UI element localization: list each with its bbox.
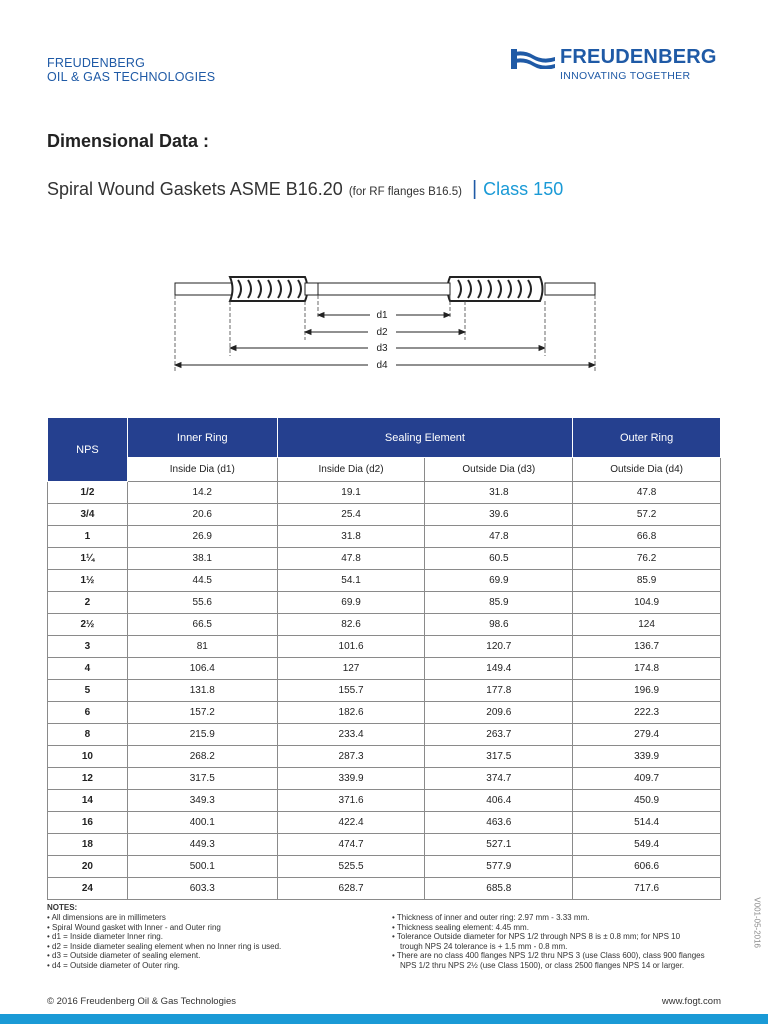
cell-d3: 39.6 [425,504,573,526]
freudenberg-logo-icon [511,49,555,69]
copyright-text: © 2016 Freudenberg Oil & Gas Technologies [47,996,237,1007]
cell-d2: 182.6 [277,702,425,724]
note-item: • There are no class 400 flanges NPS 1/2 thru NPS 3 (use Class 600), class 900 flanges [392,951,705,960]
cell-d3: 120.7 [425,636,573,658]
website-link[interactable]: www.fogt.com [661,996,721,1007]
cell-d2: 155.7 [277,680,425,702]
class-label: Class 150 [483,179,564,199]
notes [47,903,727,970]
note-item: • All dimensions are in millimeters [47,913,166,922]
company-name-line1: FREUDENBERG [47,56,146,70]
cell-d3: 527.1 [425,834,573,856]
cell-d2: 287.3 [277,746,425,768]
header-d1: Inside Dia (d1) [127,458,277,482]
cell-nps: 12 [48,768,128,790]
label-d2: d2 [376,327,388,338]
cell-d3: 149.4 [425,658,573,680]
label-d4: d4 [376,360,388,371]
subtitle-separator: | [471,178,478,200]
cell-nps: 1/2 [48,482,128,504]
cell-d1: 131.8 [127,680,277,702]
cell-d1: 215.9 [127,724,277,746]
cell-d3: 60.5 [425,548,573,570]
cell-d4: 514.4 [573,812,721,834]
cell-d3: 85.9 [425,592,573,614]
cell-d3: 31.8 [425,482,573,504]
page-heading: Dimensional Data : [47,131,210,151]
header-outer-ring: Outer Ring [573,418,721,458]
cell-d2: 233.4 [277,724,425,746]
cell-d2: 525.5 [277,856,425,878]
cell-d3: 317.5 [425,746,573,768]
cell-d1: 349.3 [127,790,277,812]
cell-nps: 1½ [48,570,128,592]
cell-nps: 4 [48,658,128,680]
cell-d2: 54.1 [277,570,425,592]
table-row [48,504,721,526]
label-d3: d3 [376,343,388,354]
sealing-element-left [230,277,308,301]
cell-d4: 76.2 [573,548,721,570]
cell-d1: 20.6 [127,504,277,526]
cell-d4: 222.3 [573,702,721,724]
subtitle-main: Spiral Wound Gaskets ASME B16.20 [47,179,343,199]
header-d2: Inside Dia (d2) [277,458,425,482]
cell-d3: 685.8 [425,878,573,900]
notes-right-column [392,913,727,970]
table-row [48,548,721,570]
gasket-cross-section-diagram [160,268,610,378]
cell-d1: 268.2 [127,746,277,768]
cell-d2: 47.8 [277,548,425,570]
cell-d3: 406.4 [425,790,573,812]
cell-d1: 38.1 [127,548,277,570]
outer-ring-right [545,283,595,295]
page-subtitle [47,178,563,201]
cell-d4: 717.6 [573,878,721,900]
sealing-element-right [448,277,543,301]
dimensions-table [47,417,721,900]
cell-d4: 174.8 [573,658,721,680]
subtitle-note: (for RF flanges B16.5) [348,186,462,198]
cell-d2: 25.4 [277,504,425,526]
cell-d1: 66.5 [127,614,277,636]
header-d3: Outside Dia (d3) [425,458,573,482]
table-row [48,592,721,614]
company-name [47,56,215,84]
cell-d2: 371.6 [277,790,425,812]
cell-d4: 549.4 [573,834,721,856]
cell-d3: 577.9 [425,856,573,878]
outer-ring-left [175,283,235,295]
cell-d1: 44.5 [127,570,277,592]
table-row [48,526,721,548]
logo-name: FREUDENBERG [560,46,717,68]
cell-d4: 450.9 [573,790,721,812]
cell-d2: 19.1 [277,482,425,504]
cell-nps: 24 [48,878,128,900]
note-item: • d4 = Outside diameter of Outer ring. [47,960,180,970]
cell-d4: 66.8 [573,526,721,548]
note-item: • Thickness sealing element: 4.45 mm. [392,922,529,932]
cell-nps: 16 [48,812,128,834]
logo-tagline: INNOVATING TOGETHER [560,70,691,82]
cell-d4: 47.8 [573,482,721,504]
cell-nps: 8 [48,724,128,746]
cell-d2: 339.9 [277,768,425,790]
cell-d4: 104.9 [573,592,721,614]
table-row [48,482,721,504]
cell-nps: 3 [48,636,128,658]
cell-nps: 1 [48,526,128,548]
cell-d3: 463.6 [425,812,573,834]
cell-d4: 57.2 [573,504,721,526]
cell-d3: 98.6 [425,614,573,636]
cell-d4: 606.6 [573,856,721,878]
note-item: • d2 = Inside diameter sealing element when no Inner ring is used. [47,941,282,951]
table-row [48,702,721,724]
cell-d1: 500.1 [127,856,277,878]
cell-d2: 628.7 [277,878,425,900]
table-row [48,680,721,702]
header-d4: Outside Dia (d4) [573,458,721,482]
cell-d4: 279.4 [573,724,721,746]
cell-nps: 5 [48,680,128,702]
cell-d3: 47.8 [425,526,573,548]
cell-d3: 209.6 [425,702,573,724]
table-row [48,636,721,658]
cell-d1: 26.9 [127,526,277,548]
cell-d1: 55.6 [127,592,277,614]
table-row [48,834,721,856]
note-item: • Spiral Wound gasket with Inner - and Outer ring [47,922,221,932]
note-item: NPS 1/2 thru NPS 2½ (use Class 1500), or class 2500 flanges NPS 14 or larger. [400,960,685,970]
label-d1: d1 [376,310,388,321]
cell-d1: 157.2 [127,702,277,724]
table-row [48,746,721,768]
note-item: • d3 = Outside diameter of sealing element. [47,951,201,960]
cell-d2: 422.4 [277,812,425,834]
cell-d4: 409.7 [573,768,721,790]
cell-d4: 124 [573,614,721,636]
cell-d4: 136.7 [573,636,721,658]
cell-d2: 82.6 [277,614,425,636]
cell-d2: 474.7 [277,834,425,856]
cell-d3: 177.8 [425,680,573,702]
freudenberg-logo [511,46,721,86]
cell-d1: 449.3 [127,834,277,856]
notes-title: NOTES: [47,903,78,912]
note-item: • d1 = Inside diameter Inner ring. [47,932,163,941]
table-body [48,482,721,900]
table-row [48,878,721,900]
cell-d2: 31.8 [277,526,425,548]
cell-d1: 317.5 [127,768,277,790]
note-item: trough NPS 24 tolerance is + 1.5 mm - 0.8 mm. [400,941,568,951]
cell-nps: 14 [48,790,128,812]
cell-nps: 20 [48,856,128,878]
cell-d3: 374.7 [425,768,573,790]
table-row [48,658,721,680]
cell-d3: 69.9 [425,570,573,592]
header-nps: NPS [48,418,128,482]
table-row [48,856,721,878]
table-row [48,570,721,592]
cell-d1: 81 [127,636,277,658]
cell-d2: 101.6 [277,636,425,658]
cell-nps: 2½ [48,614,128,636]
cell-nps: 18 [48,834,128,856]
cell-d1: 14.2 [127,482,277,504]
footer-bar [0,1014,768,1024]
cell-nps: 2 [48,592,128,614]
cell-nps: 6 [48,702,128,724]
cell-d4: 196.9 [573,680,721,702]
note-item: • Thickness of inner and outer ring: 2.97 mm - 3.33 mm. [392,913,590,922]
cell-nps: 10 [48,746,128,768]
header-inner-ring: Inner Ring [127,418,277,458]
note-item: • Tolerance Outside diameter for NPS 1/2 through NPS 8 is ± 0.8 mm; for NPS 10 [392,932,681,941]
document-code: V001-05-2016 [753,897,762,948]
table-row [48,768,721,790]
company-name-line2: OIL & GAS TECHNOLOGIES [47,70,216,84]
cell-nps: 1¼ [48,548,128,570]
notes-left-column [47,913,377,970]
cell-d1: 106.4 [127,658,277,680]
table-row [48,614,721,636]
cell-d1: 400.1 [127,812,277,834]
cell-d2: 127 [277,658,425,680]
cell-d2: 69.9 [277,592,425,614]
cell-d4: 339.9 [573,746,721,768]
table-row [48,790,721,812]
header-sealing-element: Sealing Element [277,418,573,458]
table-row [48,812,721,834]
cell-d4: 85.9 [573,570,721,592]
cell-d1: 603.3 [127,878,277,900]
cell-nps: 3/4 [48,504,128,526]
table-row [48,724,721,746]
cell-d3: 263.7 [425,724,573,746]
